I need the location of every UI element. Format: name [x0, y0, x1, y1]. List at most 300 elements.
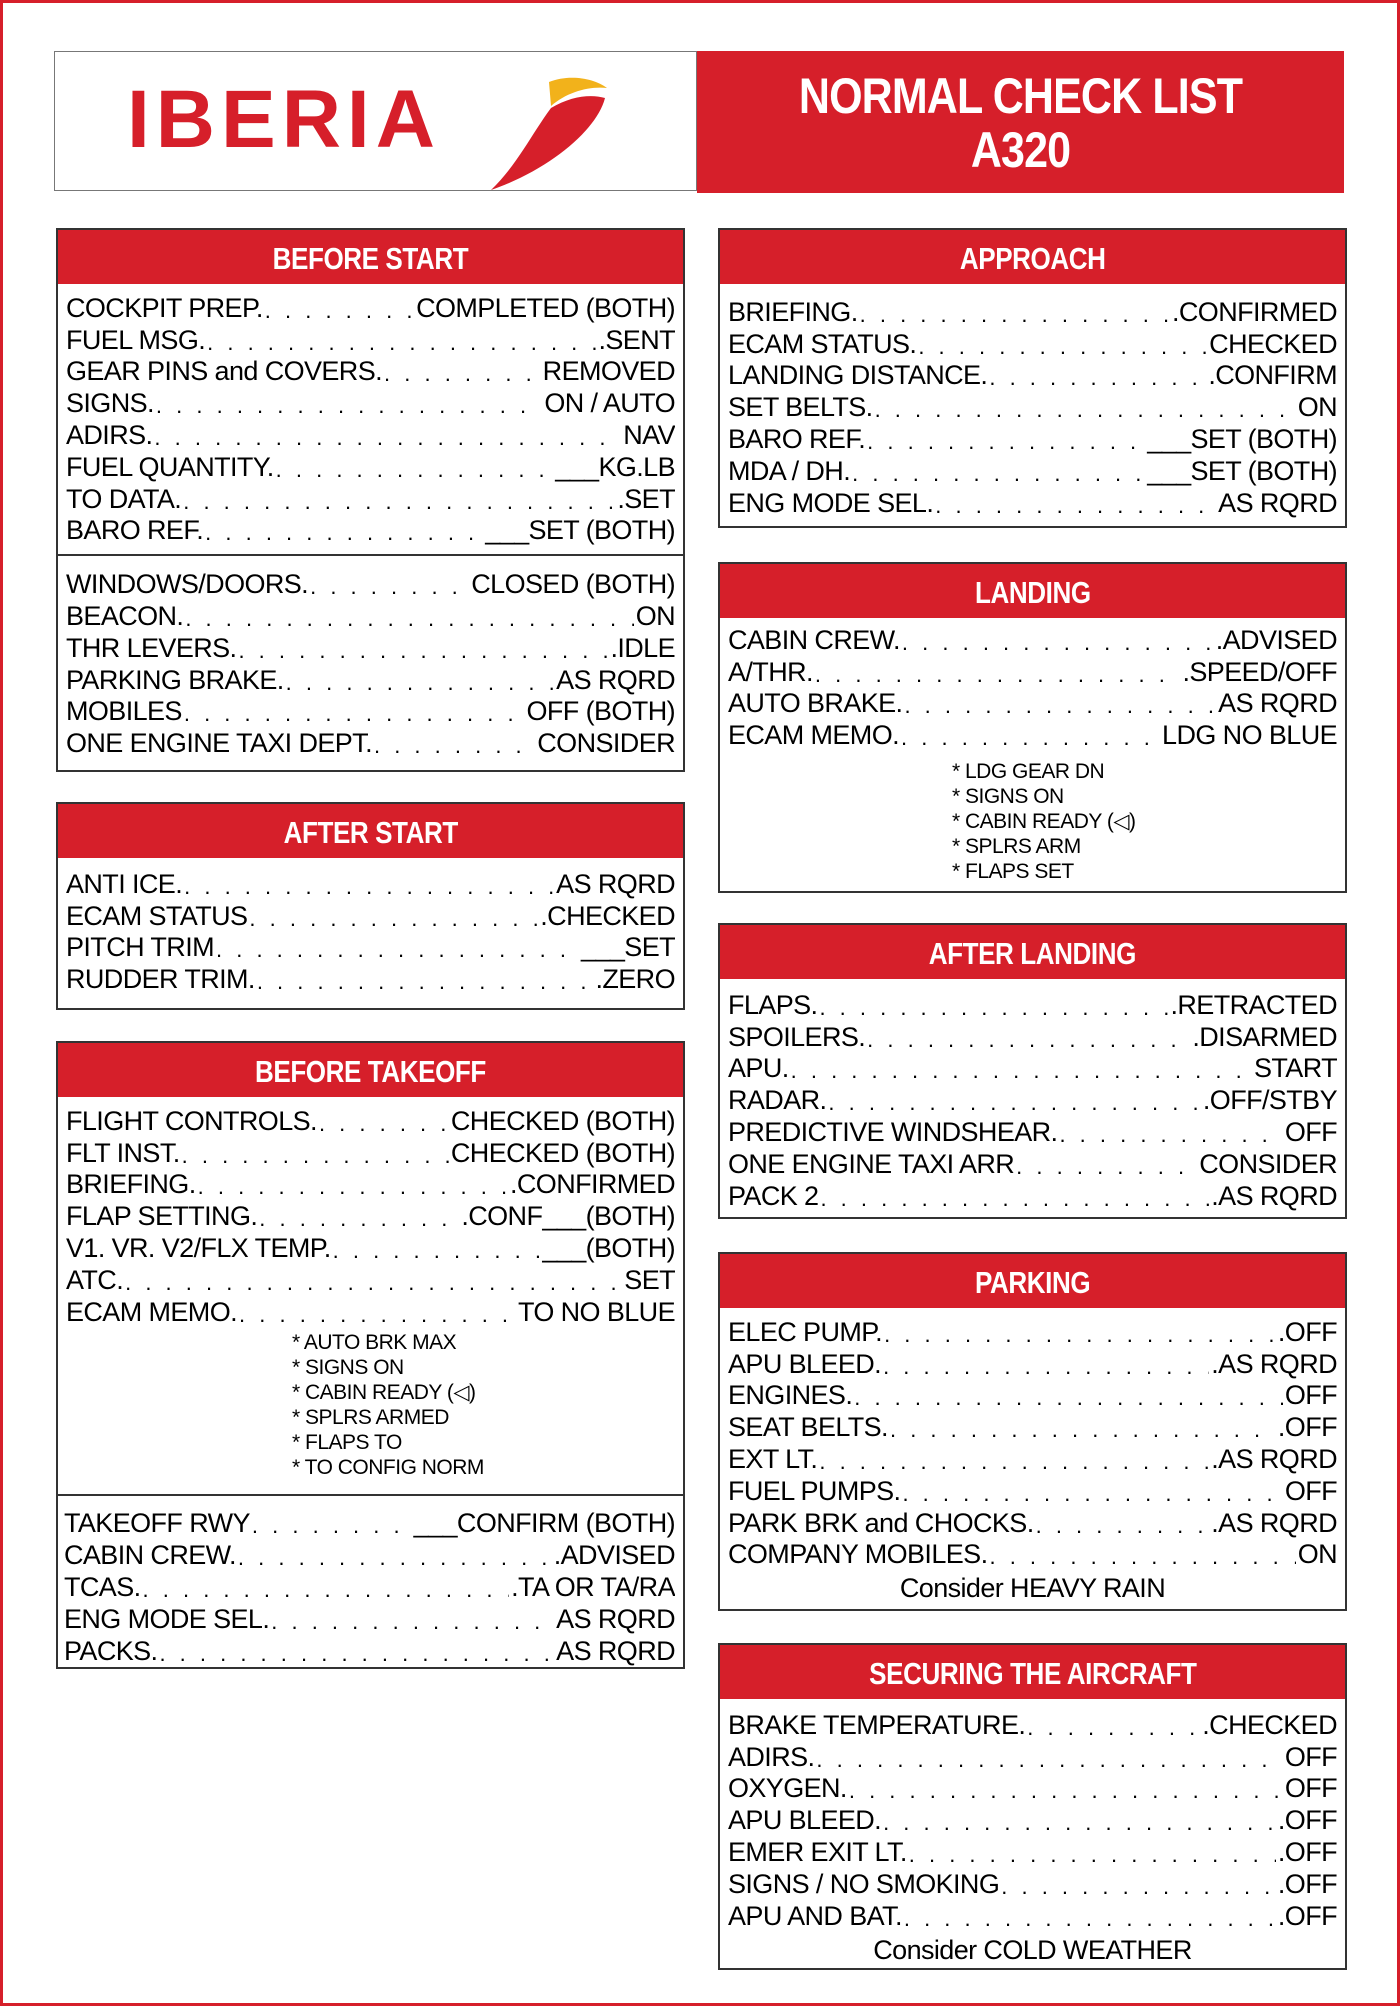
- checklist-value: NAV: [623, 419, 675, 450]
- checklist-value: .CHECKED: [540, 900, 675, 931]
- checklist-value: .AS RQRD: [1211, 1443, 1337, 1474]
- dot-leader: [183, 489, 615, 515]
- checklist-row: [66, 1169, 675, 1201]
- checklist-value: AS RQRD: [556, 868, 675, 899]
- memo-subitem: * CABIN READY (◁): [292, 1380, 476, 1404]
- checklist-item: A/THR.: [728, 656, 813, 687]
- checklist-item: FUEL QUANTITY.: [66, 451, 274, 482]
- dot-leader: [125, 1270, 622, 1296]
- dot-leader: [935, 493, 1216, 519]
- dot-leader: [918, 334, 1207, 360]
- dot-leader: [815, 662, 1181, 688]
- checklist-row: [64, 1635, 675, 1667]
- dot-leader: [198, 1174, 508, 1200]
- before-takeoff-panel: [56, 1041, 685, 1669]
- checklist-item: OXYGEN.: [728, 1773, 847, 1804]
- dot-leader: [252, 1513, 412, 1539]
- dot-leader: [820, 1186, 1209, 1212]
- checklist-row: [66, 451, 675, 483]
- dot-leader: [884, 1322, 1276, 1348]
- dot-leader: [860, 302, 1170, 328]
- checklist-row: [728, 1443, 1337, 1475]
- checklist-value: START: [1253, 1053, 1337, 1084]
- checklist-item: ECAM MEMO.: [728, 720, 900, 751]
- checklist-value: .OFF/STBY: [1202, 1085, 1337, 1116]
- checklist-value: .RETRACTED: [1170, 989, 1337, 1020]
- landing-panel: [718, 562, 1347, 893]
- checklist-value: AS RQRD: [556, 1635, 675, 1666]
- checklist-item: BARO REF.: [66, 515, 204, 546]
- checklist-value: .AS RQRD: [1211, 1507, 1337, 1538]
- checklist-item: ATC.: [66, 1264, 124, 1295]
- checklist-row: [728, 455, 1337, 487]
- checklist-row: [66, 292, 675, 324]
- dot-leader: [238, 638, 608, 664]
- checklist-value: .ADVISED: [1215, 624, 1337, 655]
- checklist-item: THR LEVERS.: [66, 632, 237, 663]
- dot-leader: [902, 630, 1214, 656]
- heavy-rain-note: Consider HEAVY RAIN: [899, 1573, 1166, 1604]
- section-title: BEFORE TAKEOFF: [58, 1043, 683, 1097]
- checklist-item: SEAT BELTS.: [728, 1412, 888, 1443]
- checklist-row: [728, 1539, 1337, 1571]
- checklist-value: .SENT: [598, 324, 675, 355]
- checklist-group: [58, 284, 683, 546]
- checklist-row: [66, 483, 675, 515]
- checklist-item: BRIEFING.: [728, 296, 858, 327]
- dot-leader: [989, 1544, 1295, 1570]
- checklist-value: .SPEED/OFF: [1182, 656, 1337, 687]
- checklist-item: FUEL PUMPS.: [728, 1475, 901, 1506]
- checklist-item: ENG MODE SEL.: [728, 487, 934, 518]
- checklist-value: AS RQRD: [1218, 688, 1337, 719]
- checklist-value: CHECKED (BOTH): [450, 1137, 675, 1168]
- checklist-item: SIGNS.: [66, 388, 154, 419]
- dot-leader: [854, 1385, 1283, 1411]
- checklist-row: [66, 1296, 675, 1328]
- section-title: AFTER START: [58, 804, 683, 858]
- checklist-item: FLAPS.: [728, 989, 818, 1020]
- after-landing-panel: [718, 923, 1347, 1219]
- checklist-group: [720, 1699, 1345, 1932]
- checklist-row: [728, 1868, 1337, 1900]
- memo-subitem: * TO CONFIG NORM: [292, 1455, 484, 1479]
- checklist-value: ON: [635, 600, 675, 631]
- dot-leader: [384, 361, 541, 387]
- checklist-row: [66, 932, 675, 964]
- checklist-value: OFF: [1284, 1380, 1337, 1411]
- checklist-item: SET BELTS.: [728, 392, 873, 423]
- checklist-item: ECAM STATUS: [66, 900, 248, 931]
- dot-leader: [310, 574, 469, 600]
- before-start-panel: [56, 228, 685, 772]
- checklist-group: [58, 554, 683, 759]
- checklist-value: OFF: [1284, 1741, 1337, 1772]
- checklist-value: .OFF: [1277, 1868, 1337, 1899]
- checklist-item: ENG MODE SEL.: [64, 1603, 270, 1634]
- checklist-item: AUTO BRAKE.: [728, 688, 903, 719]
- checklist-value: SET: [624, 1264, 675, 1295]
- dot-leader: [875, 397, 1296, 423]
- checklist-row: [728, 1804, 1337, 1836]
- dot-leader: [1001, 1874, 1276, 1900]
- checklist-row: [728, 1116, 1337, 1148]
- checklist-item: BEACON.: [66, 600, 184, 631]
- dot-leader: [333, 1238, 541, 1264]
- memo-subitem: * FLAPS SET: [952, 860, 1074, 884]
- iberia-wing-icon: [479, 70, 609, 190]
- checklist-row: [728, 989, 1337, 1021]
- checklist-row: [728, 656, 1337, 688]
- checklist-row: [728, 1475, 1337, 1507]
- checklist-value: AS RQRD: [556, 1603, 675, 1634]
- section-title: LANDING: [720, 564, 1345, 618]
- checklist-item: MDA / DH.: [728, 455, 851, 486]
- memo-subitems: [720, 751, 1345, 884]
- dot-leader: [819, 1449, 1209, 1475]
- checklist-row: [728, 1180, 1337, 1212]
- checklist-item: ELEC PUMP.: [728, 1316, 883, 1347]
- checklist-item: BARO REF.: [728, 423, 866, 454]
- checklist-value: LDG NO BLUE: [1162, 720, 1337, 751]
- checklist-item: LANDING DISTANCE.: [728, 360, 988, 391]
- logo-box: [54, 51, 697, 191]
- checklist-item: PACK 2: [728, 1180, 819, 1211]
- checklist-row: [66, 1232, 675, 1264]
- checklist-row: [66, 696, 675, 728]
- dot-leader: [852, 461, 1145, 487]
- checklist-row: [66, 515, 675, 547]
- checklist-row: [728, 360, 1337, 392]
- checklist-row: [728, 423, 1337, 455]
- checklist-value: REMOVED: [542, 356, 675, 387]
- dot-leader: [182, 1143, 449, 1169]
- checklist-value: ON: [1297, 1539, 1337, 1570]
- dot-leader: [1016, 1154, 1197, 1180]
- dot-leader: [207, 330, 596, 356]
- checklist-value: .SET: [617, 483, 675, 514]
- checklist-value: CHECKED: [1209, 328, 1337, 359]
- dot-leader: [819, 995, 1168, 1021]
- checklist-value: .ADVISED: [553, 1540, 675, 1571]
- checklist-item: ANTI ICE.: [66, 868, 183, 899]
- dot-leader: [319, 1111, 449, 1137]
- checklist-value: .CONFIRMED: [510, 1169, 675, 1200]
- dot-leader: [185, 606, 633, 632]
- checklist-row: [64, 1603, 675, 1635]
- dot-leader: [883, 1354, 1209, 1380]
- dot-leader: [143, 1577, 510, 1603]
- checklist-item: APU.: [728, 1053, 789, 1084]
- checklist-value: OFF: [1284, 1116, 1337, 1147]
- checklist-row: [66, 900, 675, 932]
- checklist-item: ADIRS.: [728, 1741, 815, 1772]
- checklist-row: [66, 632, 675, 664]
- dot-leader: [989, 365, 1206, 391]
- section-title: APPROACH: [720, 230, 1345, 284]
- checklist-item: EMER EXIT LT.: [728, 1836, 907, 1867]
- dot-leader: [904, 693, 1216, 719]
- checklist-row: [728, 1741, 1337, 1773]
- checklist-row: [66, 387, 675, 419]
- dot-leader: [1059, 1122, 1282, 1148]
- checklist-value: ___SET: [581, 932, 675, 963]
- dot-leader: [904, 1906, 1276, 1932]
- checklist-value: AS RQRD: [556, 664, 675, 695]
- checklist-item: FLAP SETTING.: [66, 1201, 258, 1232]
- checklist-row: [66, 963, 675, 995]
- dot-leader: [271, 1609, 554, 1635]
- dot-leader: [849, 1778, 1283, 1804]
- checklist-row: [66, 1200, 675, 1232]
- checklist-item: ECAM MEMO.: [66, 1296, 238, 1327]
- checklist-value: CLOSED (BOTH): [471, 569, 675, 600]
- checklist-group: [58, 1097, 683, 1328]
- section-title: BEFORE START: [58, 230, 683, 284]
- checklist-item: FLT INST.: [66, 1137, 180, 1168]
- checklist-item: BRAKE TEMPERATURE.: [728, 1709, 1026, 1740]
- dot-leader: [902, 1481, 1282, 1507]
- checklist-item: EXT LT.: [728, 1443, 818, 1474]
- memo-subitem: * LDG GEAR DN: [952, 760, 1105, 784]
- checklist-item: PITCH TRIM: [66, 932, 214, 963]
- checklist-value: ___CONFIRM (BOTH): [413, 1508, 675, 1539]
- dot-leader: [276, 457, 554, 483]
- checklist-row: [66, 868, 675, 900]
- checklist-value: .CONFIRM: [1208, 360, 1337, 391]
- checklist-value: ON: [1297, 392, 1337, 423]
- checklist-group: [720, 618, 1345, 751]
- checklist-row: [728, 1021, 1337, 1053]
- checklist-row: [728, 1773, 1337, 1805]
- dot-leader: [159, 1641, 554, 1667]
- checklist-item: ONE ENGINE TAXI DEPT.: [66, 728, 372, 759]
- dot-leader: [867, 429, 1145, 455]
- checklist-row: [728, 328, 1337, 360]
- checklist-item: ONE ENGINE TAXI ARR: [728, 1148, 1015, 1179]
- checklist-value: OFF: [1284, 1475, 1337, 1506]
- securing-aircraft-panel: [718, 1643, 1347, 1970]
- checklist-item: PARK BRK and CHOCKS.: [728, 1507, 1034, 1538]
- checklist-item: TO DATA.: [66, 483, 182, 514]
- checklist-value: .CHECKED: [1202, 1709, 1337, 1740]
- checklist-row: [66, 1137, 675, 1169]
- checklist-item: MOBILES: [66, 696, 182, 727]
- checklist-group: [58, 858, 683, 995]
- checklist-row: [728, 719, 1337, 751]
- checklist-row: [66, 727, 675, 759]
- checklist-item: SPOILERS.: [728, 1021, 866, 1052]
- checklist-row: [728, 487, 1337, 519]
- dot-leader: [265, 298, 414, 324]
- dot-leader: [257, 969, 594, 995]
- checklist-value: AS RQRD: [1218, 487, 1337, 518]
- checklist-item: CABIN CREW.: [728, 624, 900, 655]
- checklist-row: [64, 1508, 675, 1540]
- checklist-item: ECAM STATUS.: [728, 328, 917, 359]
- checklist-value: .OFF: [1277, 1316, 1337, 1347]
- checklist-item: ADIRS.: [66, 419, 153, 450]
- checklist-row: [728, 1900, 1337, 1932]
- checklist-value: ___SET (BOTH): [1147, 455, 1337, 486]
- dot-leader: [184, 874, 554, 900]
- checklist-row: [728, 1053, 1337, 1085]
- checklist-value: .CONFIRMED: [1172, 296, 1337, 327]
- iberia-logo-text: IBERIA: [127, 74, 441, 165]
- checklist-value: OFF: [1284, 1773, 1337, 1804]
- checklist-group: [720, 284, 1345, 519]
- memo-subitem: * SPLRS ARM: [952, 835, 1081, 859]
- checklist-value: .OFF: [1277, 1805, 1337, 1836]
- dot-leader: [249, 906, 538, 932]
- checklist-value: .CONF___(BOTH): [461, 1201, 675, 1232]
- checklist-item: FLIGHT CONTROLS.: [66, 1105, 317, 1136]
- memo-subitem: * SIGNS ON: [292, 1355, 404, 1379]
- checklist-item: PARKING BRAKE.: [66, 664, 284, 695]
- checklist-item: APU AND BAT.: [728, 1900, 902, 1931]
- checklist-row: [728, 1411, 1337, 1443]
- checklist-value: ___KG.LB: [555, 451, 675, 482]
- checklist-value: ON / AUTO: [544, 388, 675, 419]
- checklist-row: [66, 419, 675, 451]
- memo-subitem: * SIGNS ON: [952, 785, 1064, 809]
- checklist-item: FUEL MSG.: [66, 324, 206, 355]
- checklist-item: PREDICTIVE WINDSHEAR.: [728, 1116, 1058, 1147]
- memo-subitems: [58, 1328, 683, 1480]
- after-start-panel: [56, 802, 685, 1010]
- dot-leader: [883, 1810, 1276, 1836]
- dot-leader: [1036, 1513, 1210, 1539]
- checklist-item: V1. VR. V2/FLX TEMP.: [66, 1232, 331, 1263]
- checklist-group: [720, 979, 1345, 1212]
- checklist-row: [64, 1571, 675, 1603]
- dot-leader: [184, 701, 525, 727]
- checklist-value: TO NO BLUE: [517, 1296, 675, 1327]
- checklist-row: [66, 1105, 675, 1137]
- checklist-value: .OFF: [1277, 1412, 1337, 1443]
- dot-leader: [239, 1302, 516, 1328]
- checklist-item: GEAR PINS and COVERS.: [66, 356, 383, 387]
- checklist-value: .ZERO: [595, 964, 675, 995]
- memo-subitem: * FLAPS TO: [292, 1430, 402, 1454]
- dot-leader: [238, 1545, 552, 1571]
- dot-leader: [205, 520, 483, 546]
- checklist-item: RADAR.: [728, 1085, 827, 1116]
- checklist-value: COMPLETED (BOTH): [416, 292, 675, 323]
- dot-leader: [791, 1058, 1252, 1084]
- section-title: PARKING: [720, 1254, 1345, 1308]
- checklist-row: [728, 1836, 1337, 1868]
- checklist-item: RUDDER TRIM.: [66, 964, 255, 995]
- checklist-value: ___SET (BOTH): [485, 515, 675, 546]
- checklist-group: [58, 1494, 683, 1667]
- checklist-value: .OFF: [1277, 1836, 1337, 1867]
- checklist-value: ___(BOTH): [542, 1232, 675, 1263]
- dot-leader: [909, 1842, 1276, 1868]
- checklist-row: [728, 688, 1337, 720]
- checklist-row: [66, 356, 675, 388]
- checklist-row: [728, 1084, 1337, 1116]
- header: [54, 51, 1344, 193]
- checklist-value: .DISARMED: [1192, 1021, 1337, 1052]
- section-title: SECURING THE AIRCRAFT: [720, 1645, 1345, 1699]
- dot-leader: [828, 1090, 1200, 1116]
- dot-leader: [286, 670, 555, 696]
- checklist-value: ___SET (BOTH): [1147, 423, 1337, 454]
- checklist-item: APU BLEED.: [728, 1805, 882, 1836]
- dot-leader: [374, 733, 535, 759]
- checklist-row: [64, 1539, 675, 1571]
- checklist-row: [66, 664, 675, 696]
- checklist-row: [66, 600, 675, 632]
- checklist-row: [728, 296, 1337, 328]
- checklist-row: [728, 391, 1337, 423]
- checklist-row: [66, 324, 675, 356]
- checklist-row: [728, 624, 1337, 656]
- parking-panel: [718, 1252, 1347, 1611]
- approach-panel: [718, 228, 1347, 528]
- dot-leader: [816, 1747, 1282, 1773]
- title-line-2: A320: [970, 122, 1071, 178]
- checklist-item: SIGNS / NO SMOKING: [728, 1868, 1000, 1899]
- cold-weather-note: Consider COLD WEATHER: [873, 1934, 1192, 1965]
- checklist-value: CONSIDER: [537, 728, 675, 759]
- checklist-row: [728, 1507, 1337, 1539]
- checklist-value: CONSIDER: [1199, 1148, 1337, 1179]
- checklist-row: [728, 1380, 1337, 1412]
- checklist-item: COMPANY MOBILES.: [728, 1539, 988, 1570]
- checklist-item: BRIEFING.: [66, 1169, 196, 1200]
- checklist-title: [697, 51, 1344, 193]
- checklist-value: .AS RQRD: [1211, 1180, 1337, 1211]
- dot-leader: [867, 1027, 1190, 1053]
- section-title: AFTER LANDING: [720, 925, 1345, 979]
- checklist-value: .AS RQRD: [1211, 1348, 1337, 1379]
- checklist-row: [66, 568, 675, 600]
- dot-leader: [154, 425, 621, 451]
- checklist-item: APU BLEED.: [728, 1348, 882, 1379]
- checklist-item: TCAS.: [64, 1571, 141, 1602]
- checklist-row: [728, 1348, 1337, 1380]
- checklist-row: [66, 1264, 675, 1296]
- checklist-value: .IDLE: [610, 632, 675, 663]
- dot-leader: [259, 1206, 459, 1232]
- dot-leader: [156, 393, 542, 419]
- checklist-value: CHECKED (BOTH): [450, 1105, 675, 1136]
- dot-leader: [890, 1417, 1276, 1443]
- checklist-group: [720, 1308, 1345, 1570]
- dot-leader: [216, 937, 579, 963]
- checklist-item: WINDOWS/DOORS.: [66, 569, 309, 600]
- checklist-item: ENGINES.: [728, 1380, 853, 1411]
- memo-subitem: * SPLRS ARMED: [292, 1405, 449, 1429]
- memo-subitem: * CABIN READY (◁): [952, 810, 1136, 834]
- checklist-row: [728, 1709, 1337, 1741]
- checklist-row: [728, 1316, 1337, 1348]
- checklist-item: CABIN CREW.: [64, 1540, 236, 1571]
- memo-subitem: * AUTO BRK MAX: [292, 1330, 457, 1354]
- title-line-1: NORMAL CHECK LIST: [798, 68, 1243, 124]
- checklist-value: .OFF: [1277, 1900, 1337, 1931]
- dot-leader: [1027, 1715, 1200, 1741]
- checklist-item: PACKS.: [64, 1635, 158, 1666]
- checklist-item: TAKEOFF RWY: [64, 1508, 250, 1539]
- checklist-value: .TA OR TA/RA: [511, 1571, 675, 1602]
- checklist-value: OFF (BOTH): [526, 696, 675, 727]
- checklist-item: COCKPIT PREP.: [66, 292, 263, 323]
- dot-leader: [901, 725, 1160, 751]
- checklist-row: [728, 1148, 1337, 1180]
